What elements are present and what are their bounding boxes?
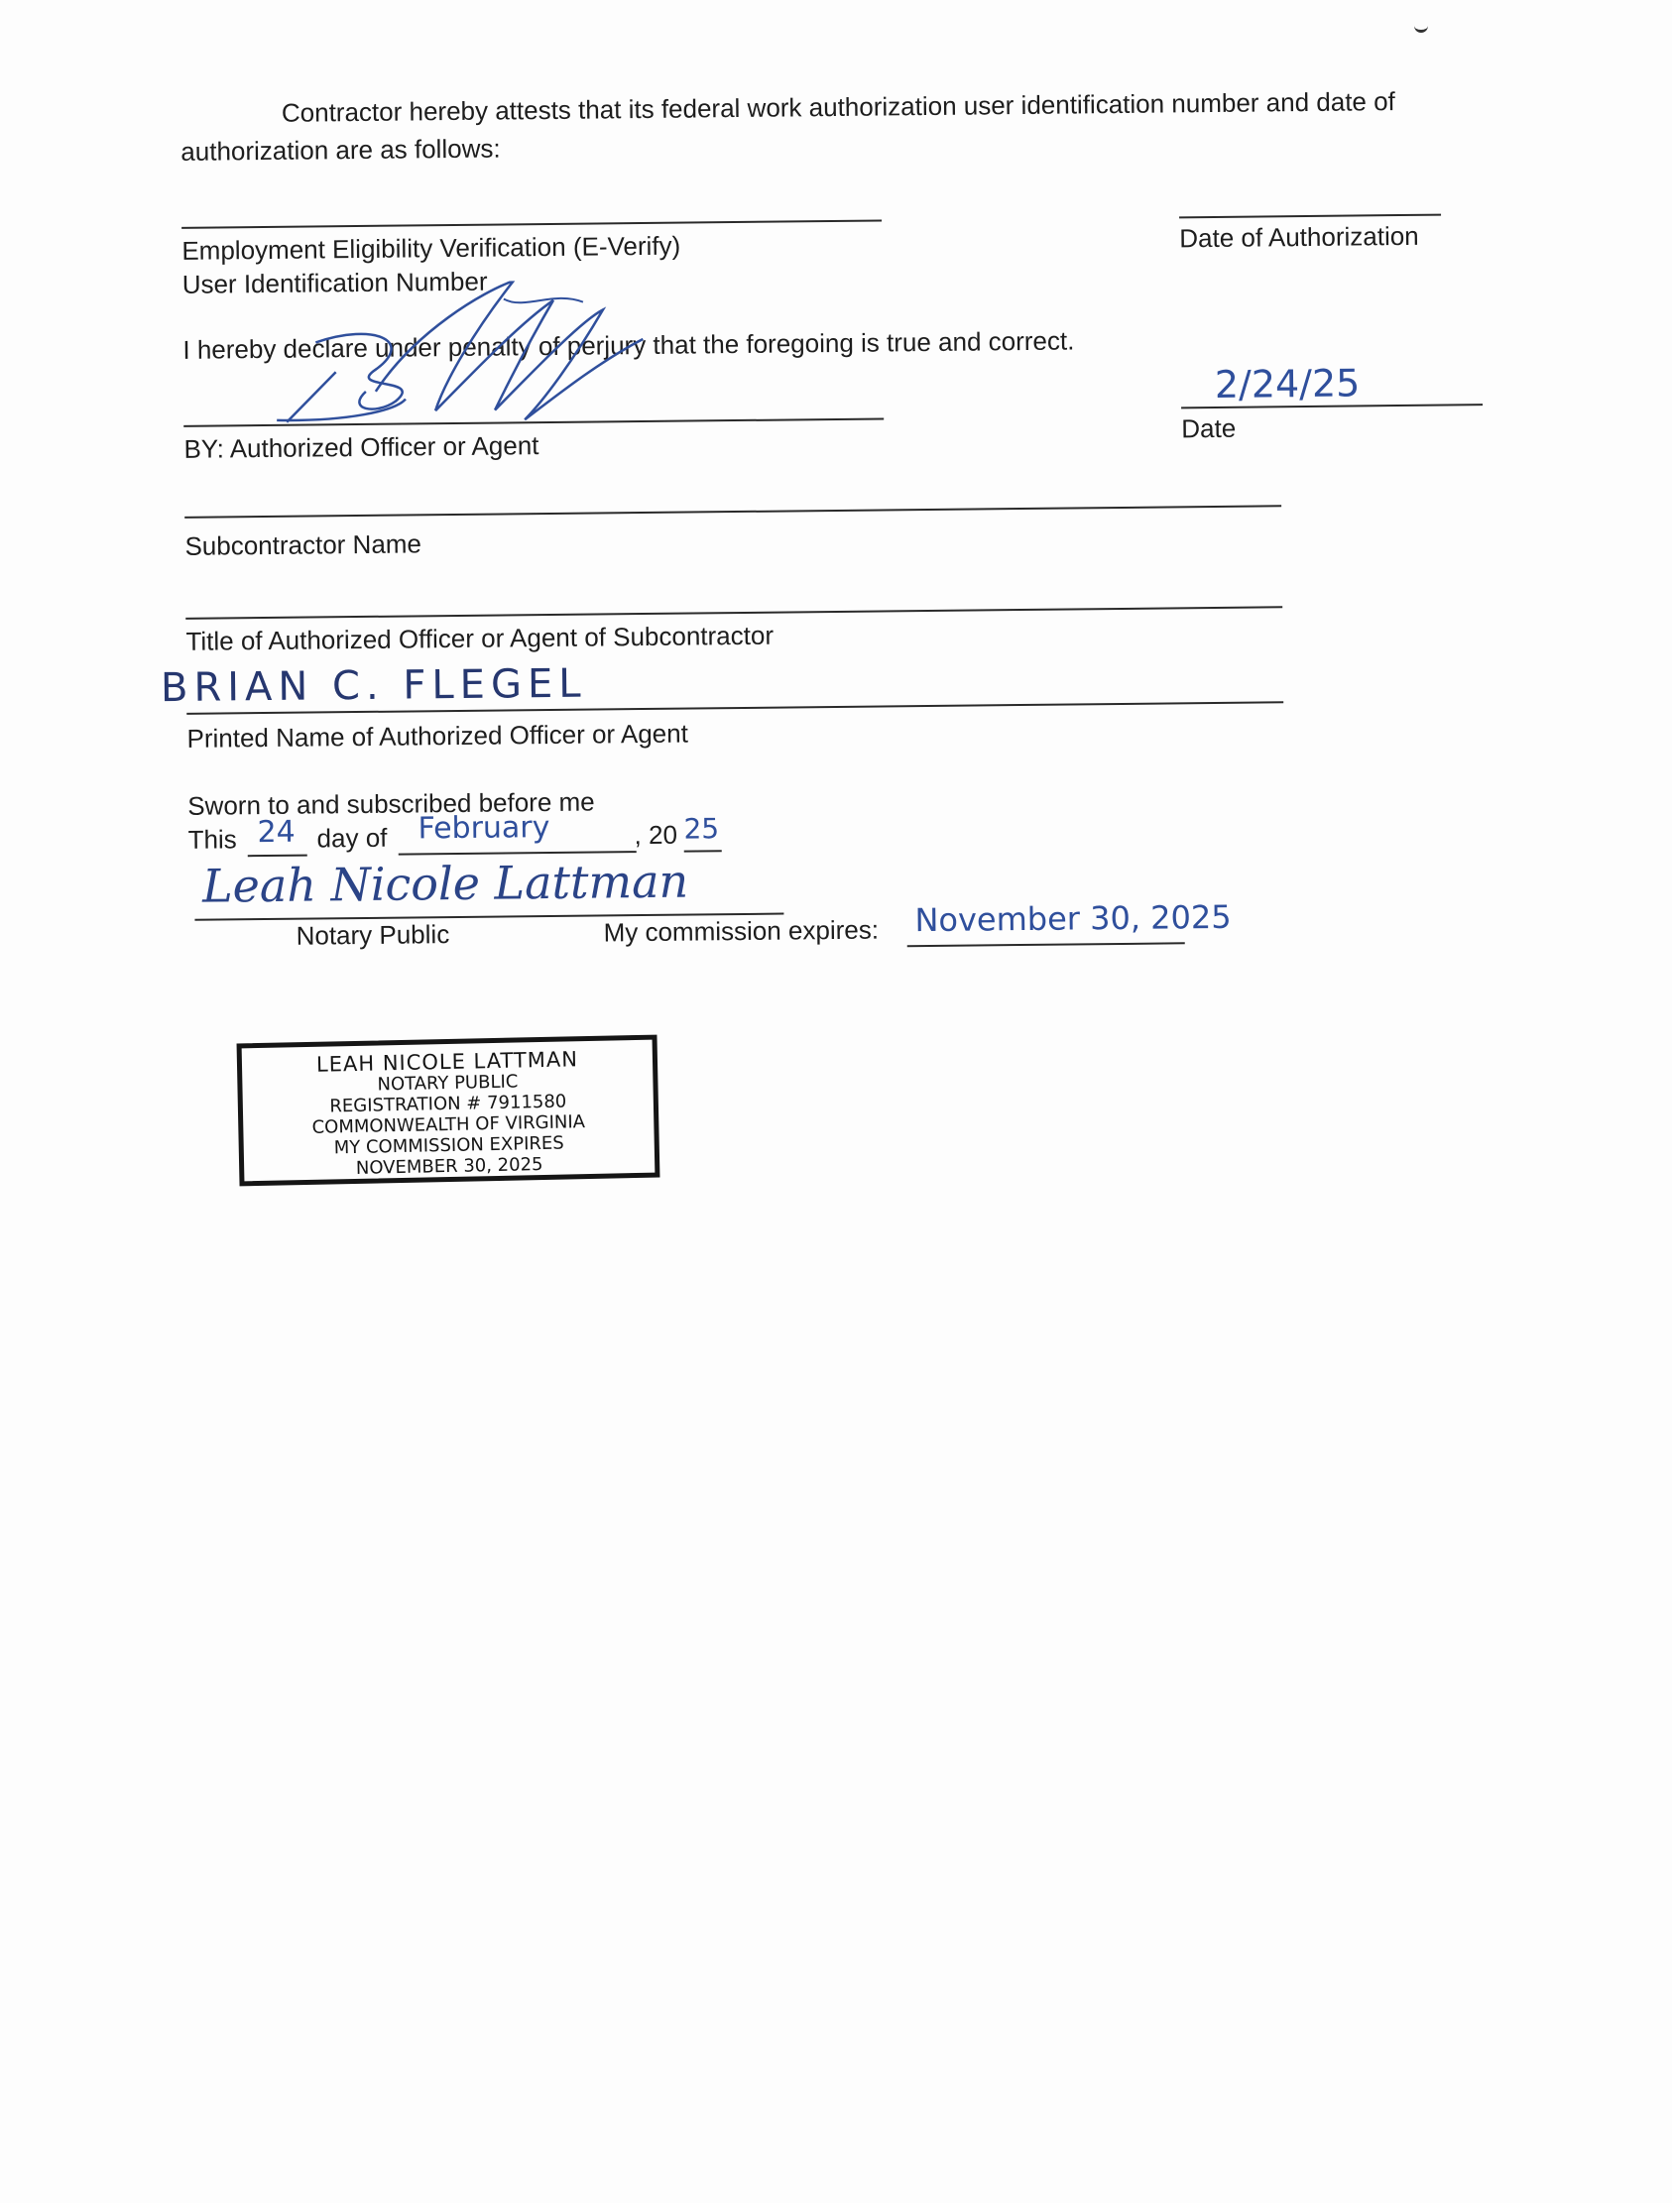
subcontractor-name-label: Subcontractor Name: [184, 528, 422, 561]
sworn-label: Sworn to and subscribed before me: [187, 786, 595, 821]
everify-number-line: [181, 219, 882, 228]
day-value: 24: [257, 814, 296, 851]
declaration-date-value: 2/24/25: [1214, 361, 1361, 407]
by-officer-label: BY: Authorized Officer or Agent: [183, 430, 539, 464]
printed-name-value: BRIAN C. FLEGEL: [160, 660, 587, 712]
commission-label: My commission expires:: [603, 914, 880, 948]
commission-value: November 30, 2025: [914, 897, 1232, 940]
printed-name-label: Printed Name of Authorized Officer or Agent: [186, 718, 689, 754]
subcontractor-title-label: Title of Authorized Officer or Agent of Subcontractor: [185, 620, 775, 656]
authorization-date-label: Date of Authorization: [1179, 220, 1419, 254]
stamp-line-4: COMMONWEALTH OF VIRGINIA: [311, 1111, 586, 1138]
stamp-line-6: NOVEMBER 30, 2025: [355, 1154, 543, 1179]
attestation-line-2: authorization are as follows:: [180, 133, 501, 167]
day-line: [248, 855, 307, 858]
day-of-label: day of: [316, 822, 388, 854]
notary-public-label: Notary Public: [296, 919, 450, 951]
notary-signature: Leah Nicole Lattman: [201, 854, 689, 913]
year-line: [684, 850, 722, 852]
declaration-text: I hereby declare under penalty of perjury that the foregoing is true and correct.: [182, 325, 1075, 365]
stamp-line-3: REGISTRATION # 7911580: [329, 1091, 567, 1117]
commission-line: [907, 942, 1185, 947]
stamp-line-2: NOTARY PUBLIC: [377, 1071, 519, 1096]
stamp-line-5: MY COMMISSION EXPIRES: [333, 1132, 564, 1159]
stamp-line-1: LEAH NICOLE LATTMAN: [315, 1047, 579, 1077]
notary-stamp: [237, 1035, 660, 1187]
attestation-line-1: Contractor hereby attests that its federal work authorization user identification number and date of: [281, 86, 1395, 128]
officer-signature: [226, 279, 704, 442]
everify-label-line-2: User Identification Number: [181, 266, 488, 299]
year-value: 25: [683, 812, 720, 846]
subcontractor-name-line: [184, 505, 1281, 519]
everify-label-line-1: Employment Eligibility Verification (E-Verify): [181, 230, 681, 266]
subcontractor-title-line: [185, 606, 1282, 620]
authorization-date-line: [1179, 214, 1441, 219]
this-label: This: [187, 824, 237, 855]
month-value: February: [418, 810, 550, 847]
declaration-date-label: Date: [1181, 412, 1237, 444]
year-prefix: , 20: [634, 819, 678, 851]
